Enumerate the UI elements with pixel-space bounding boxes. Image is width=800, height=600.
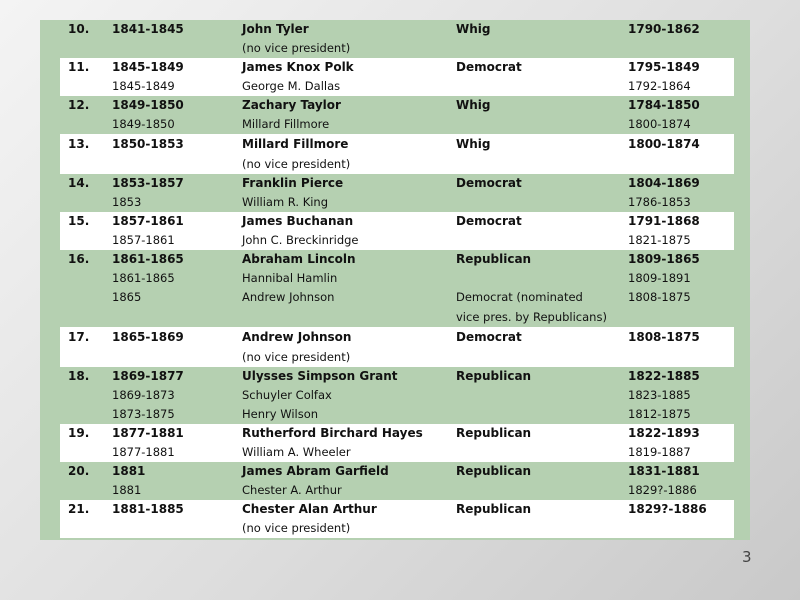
vice-president-name: Andrew Johnson: [242, 290, 335, 304]
life-years: 1800-1874: [628, 117, 691, 131]
vice-president-row: [60, 77, 734, 96]
president-row: [60, 20, 750, 39]
term-number: 10.: [68, 22, 90, 36]
life-years: 1831-1881: [628, 464, 700, 478]
party: Republican: [456, 502, 532, 516]
vice-president-name: (no vice president): [242, 350, 351, 364]
president-name: Andrew Johnson: [242, 330, 352, 344]
term-number: 19.: [68, 426, 90, 440]
president-row: [60, 250, 750, 269]
president-row: [60, 174, 750, 193]
president-row: [60, 367, 750, 386]
life-years: 1808-1875: [628, 330, 700, 344]
party: Democrat: [456, 176, 522, 190]
presidents-table: [40, 20, 750, 540]
vice-president-name: Hannibal Hamlin: [242, 271, 338, 285]
vice-president-row: [60, 443, 734, 462]
term-number: 21.: [68, 502, 90, 516]
vice-president-name: William A. Wheeler: [242, 445, 351, 459]
life-years: 1786-1853: [628, 195, 691, 209]
term-years: 1873-1875: [112, 407, 175, 421]
term-years: 1849-1850: [112, 98, 184, 112]
term-years: 1850-1853: [112, 137, 184, 151]
party: Democrat: [456, 60, 522, 74]
president-row: [60, 500, 734, 519]
term-years: 1845-1849: [112, 79, 175, 93]
term-years: 1861-1865: [112, 252, 184, 266]
president-row: [60, 424, 734, 443]
term-number: 12.: [68, 98, 90, 112]
vice-president-row: [60, 269, 750, 288]
term-number: 13.: [68, 137, 90, 151]
term-years: 1857-1861: [112, 214, 184, 228]
term-years: 1865: [112, 290, 142, 304]
life-years: 1800-1874: [628, 137, 700, 151]
party: Whig: [456, 98, 491, 112]
vice-president-name: (no vice president): [242, 41, 351, 55]
life-years: 1823-1885: [628, 388, 691, 402]
term-years: 1853-1857: [112, 176, 184, 190]
life-years: 1829?-1886: [628, 502, 707, 516]
life-years: 1819-1887: [628, 445, 691, 459]
term-years: 1877-1881: [112, 445, 175, 459]
president-name: James Abram Garfield: [242, 464, 389, 478]
president-row: [60, 462, 750, 481]
president-name: John Tyler: [242, 22, 309, 36]
vice-president-name: Chester A. Arthur: [242, 483, 342, 497]
life-years: 1808-1875: [628, 290, 691, 304]
vice-president-row: [60, 231, 734, 250]
vice-president-name: Schuyler Colfax: [242, 388, 332, 402]
life-years: 1795-1849: [628, 60, 700, 74]
vice-president-row: [60, 347, 734, 367]
page-number: 3: [742, 548, 752, 566]
term-years: 1877-1881: [112, 426, 184, 440]
vice-president-name: William R. King: [242, 195, 329, 209]
president-name: Ulysses Simpson Grant: [242, 369, 398, 383]
term-years: 1881-1885: [112, 502, 184, 516]
term-number: 15.: [68, 214, 90, 228]
vice-president-row: [60, 39, 750, 58]
term-years: 1853: [112, 195, 142, 209]
life-years: 1792-1864: [628, 79, 691, 93]
vice-president-row: [60, 288, 750, 307]
term-number: 18.: [68, 369, 90, 383]
term-years: 1869-1877: [112, 369, 184, 383]
vice-president-name: Henry Wilson: [242, 407, 319, 421]
party: Democrat (nominated: [456, 290, 583, 304]
vice-president-name: John C. Breckinridge: [242, 233, 359, 247]
term-years: 1857-1861: [112, 233, 175, 247]
vice-president-row: [60, 405, 750, 424]
party: Democrat: [456, 214, 522, 228]
party: Democrat: [456, 330, 522, 344]
party: vice pres. by Republicans): [456, 310, 607, 324]
life-years: 1790-1862: [628, 22, 700, 36]
life-years: 1822-1885: [628, 369, 700, 383]
president-name: Abraham Lincoln: [242, 252, 356, 266]
vice-president-row: [60, 307, 750, 327]
vice-president-name: George M. Dallas: [242, 79, 341, 93]
president-name: Chester Alan Arthur: [242, 502, 377, 516]
party: Republican: [456, 369, 532, 383]
life-years: 1821-1875: [628, 233, 691, 247]
president-name: Rutherford Birchard Hayes: [242, 426, 423, 440]
life-years: 1829?-1886: [628, 483, 697, 497]
life-years: 1822-1893: [628, 426, 700, 440]
life-years: 1809-1865: [628, 252, 700, 266]
president-row: [60, 134, 734, 154]
president-row: [60, 327, 734, 347]
party: Republican: [456, 426, 532, 440]
president-name: Franklin Pierce: [242, 176, 344, 190]
vice-president-name: (no vice president): [242, 157, 351, 171]
president-name: James Knox Polk: [242, 60, 354, 74]
life-years: 1812-1875: [628, 407, 691, 421]
life-years: 1804-1869: [628, 176, 700, 190]
president-row: [60, 58, 734, 77]
president-name: Zachary Taylor: [242, 98, 341, 112]
party: Whig: [456, 22, 491, 36]
president-row: [60, 96, 750, 115]
term-years: 1869-1873: [112, 388, 175, 402]
table-body: [60, 20, 750, 538]
vice-president-name: (no vice president): [242, 521, 351, 535]
vice-president-name: Millard Fillmore: [242, 117, 330, 131]
term-years: 1841-1845: [112, 22, 184, 36]
term-years: 1845-1849: [112, 60, 184, 74]
term-number: 17.: [68, 330, 90, 344]
president-name: Millard Fillmore: [242, 137, 349, 151]
vice-president-row: [60, 386, 750, 405]
vice-president-row: [60, 481, 750, 500]
party: Whig: [456, 137, 491, 151]
term-years: 1865-1869: [112, 330, 184, 344]
term-years: 1881: [112, 483, 142, 497]
life-years: 1784-1850: [628, 98, 700, 112]
term-number: 11.: [68, 60, 90, 74]
vice-president-row: [60, 115, 750, 134]
term-years: 1861-1865: [112, 271, 175, 285]
term-number: 14.: [68, 176, 90, 190]
vice-president-row: [60, 193, 750, 212]
term-number: 20.: [68, 464, 90, 478]
life-years: 1791-1868: [628, 214, 700, 228]
life-years: 1809-1891: [628, 271, 691, 285]
vice-president-row: [60, 154, 734, 174]
party: Republican: [456, 464, 532, 478]
term-years: 1881: [112, 464, 146, 478]
term-number: 16.: [68, 252, 90, 266]
president-row: [60, 212, 734, 231]
term-years: 1849-1850: [112, 117, 175, 131]
party: Republican: [456, 252, 532, 266]
president-name: James Buchanan: [242, 214, 354, 228]
vice-president-row: [60, 519, 734, 538]
